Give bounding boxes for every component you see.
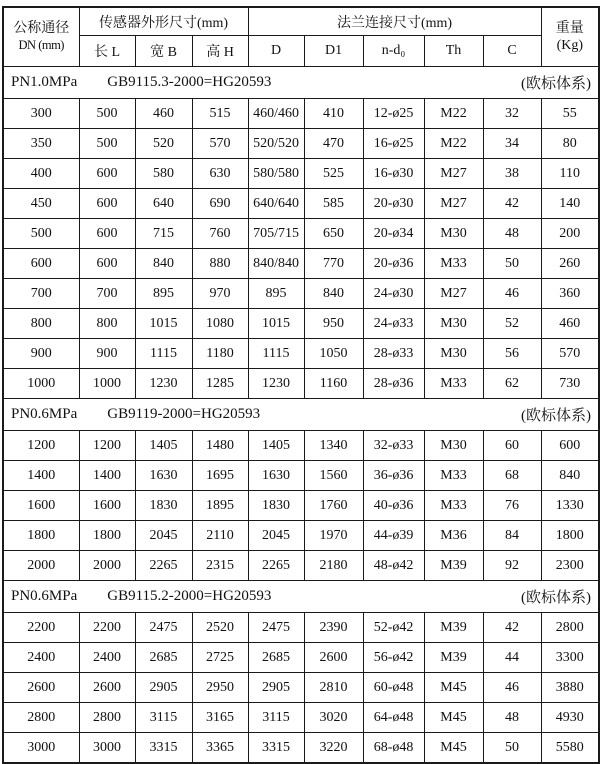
cell: 840/840: [248, 249, 304, 279]
cell: 730: [541, 369, 599, 399]
cell: 1050: [304, 339, 363, 369]
column-header-length: 长 L: [79, 36, 135, 67]
cell: 1015: [248, 309, 304, 339]
cell: 950: [304, 309, 363, 339]
cell: 2600: [3, 673, 79, 703]
cell: 1080: [192, 309, 248, 339]
cell: 450: [3, 189, 79, 219]
cell: 1970: [304, 521, 363, 551]
cell: 2475: [248, 613, 304, 643]
cell: 140: [541, 189, 599, 219]
cell: 700: [3, 279, 79, 309]
cell: M39: [424, 551, 483, 581]
cell: 16-ø30: [363, 159, 424, 189]
cell: M33: [424, 369, 483, 399]
section-standard-code: GB9115.3-2000=HG20593: [107, 74, 272, 90]
cell: 28-ø36: [363, 369, 424, 399]
cell: 48: [483, 219, 541, 249]
cell: 80: [541, 129, 599, 159]
cell: M45: [424, 673, 483, 703]
cell: 12-ø25: [363, 99, 424, 129]
cell: 1230: [135, 369, 192, 399]
cell: 460: [541, 309, 599, 339]
column-header-d1: D1: [304, 36, 363, 67]
cell: 570: [541, 339, 599, 369]
cell: 800: [79, 309, 135, 339]
cell: 520: [135, 129, 192, 159]
cell: 3365: [192, 733, 248, 764]
cell: 1830: [135, 491, 192, 521]
cell: 2265: [248, 551, 304, 581]
cell: 24-ø30: [363, 279, 424, 309]
cell: 55: [541, 99, 599, 129]
dn-unit: DN (mm): [18, 37, 64, 52]
cell: 1340: [304, 431, 363, 461]
column-header-n-d0: n-d₀: [363, 36, 424, 67]
cell: 1695: [192, 461, 248, 491]
cell: M27: [424, 159, 483, 189]
cell: 600: [541, 431, 599, 461]
cell: 3880: [541, 673, 599, 703]
cell: 470: [304, 129, 363, 159]
cell: 32: [483, 99, 541, 129]
cell: 1115: [135, 339, 192, 369]
table-body: [3, 67, 599, 764]
cell: 895: [135, 279, 192, 309]
cell: M39: [424, 643, 483, 673]
column-header-d: D: [248, 36, 304, 67]
cell: 24-ø33: [363, 309, 424, 339]
cell: 60: [483, 431, 541, 461]
cell: 20-ø36: [363, 249, 424, 279]
cell: 2045: [248, 521, 304, 551]
cell: 20-ø34: [363, 219, 424, 249]
cell: 1405: [135, 431, 192, 461]
cell: 770: [304, 249, 363, 279]
table-row: [3, 369, 599, 399]
cell: M39: [424, 613, 483, 643]
section-pressure-rating: PN0.6MPa: [11, 406, 78, 422]
cell: 520/520: [248, 129, 304, 159]
section-header-row: [3, 399, 599, 431]
cell: M33: [424, 491, 483, 521]
cell: 880: [192, 249, 248, 279]
cell: 1230: [248, 369, 304, 399]
cell: 640: [135, 189, 192, 219]
cell: 38: [483, 159, 541, 189]
cell: 2600: [304, 643, 363, 673]
cell: 2000: [3, 551, 79, 581]
cell: 690: [192, 189, 248, 219]
section-pressure-rating: PN1.0MPa: [11, 74, 78, 90]
cell: 900: [79, 339, 135, 369]
section-system-note: (欧标体系): [521, 590, 592, 606]
cell: 1600: [79, 491, 135, 521]
section-system-note: (欧标体系): [521, 408, 592, 424]
cell: 2200: [3, 613, 79, 643]
cell: 64-ø48: [363, 703, 424, 733]
cell: 2725: [192, 643, 248, 673]
section-pressure-rating: PN0.6MPa: [11, 588, 78, 604]
cell: 2475: [135, 613, 192, 643]
cell: M30: [424, 339, 483, 369]
table-row: [3, 673, 599, 703]
cell: 44: [483, 643, 541, 673]
cell: 1160: [304, 369, 363, 399]
cell: 2400: [79, 643, 135, 673]
cell: 52-ø42: [363, 613, 424, 643]
table-row: [3, 219, 599, 249]
weight-unit: (Kg): [556, 38, 584, 53]
table-row: [3, 99, 599, 129]
cell: 56-ø42: [363, 643, 424, 673]
cell: 3115: [135, 703, 192, 733]
cell: 840: [135, 249, 192, 279]
cell: 500: [79, 129, 135, 159]
cell: 1760: [304, 491, 363, 521]
cell: 1000: [79, 369, 135, 399]
cell: M30: [424, 219, 483, 249]
cell: 50: [483, 733, 541, 764]
table-row: [3, 431, 599, 461]
cell: 1200: [79, 431, 135, 461]
table-row: [3, 491, 599, 521]
cell: 44-ø39: [363, 521, 424, 551]
cell: M45: [424, 703, 483, 733]
cell: 2110: [192, 521, 248, 551]
cell: 715: [135, 219, 192, 249]
cell: 2685: [135, 643, 192, 673]
cell: 410: [304, 99, 363, 129]
table-row: [3, 339, 599, 369]
cell: 48-ø42: [363, 551, 424, 581]
table-row: [3, 129, 599, 159]
column-header-dn: [3, 7, 79, 67]
cell: 500: [3, 219, 79, 249]
cell: 1800: [541, 521, 599, 551]
cell: 84: [483, 521, 541, 551]
cell: 2800: [79, 703, 135, 733]
cell: 760: [192, 219, 248, 249]
cell: 260: [541, 249, 599, 279]
cell: 2600: [79, 673, 135, 703]
cell: 1560: [304, 461, 363, 491]
section-header-row: [3, 581, 599, 613]
cell: 1015: [135, 309, 192, 339]
cell: 3220: [304, 733, 363, 764]
cell: 360: [541, 279, 599, 309]
cell: 650: [304, 219, 363, 249]
cell: 1115: [248, 339, 304, 369]
cell: 3115: [248, 703, 304, 733]
cell: 92: [483, 551, 541, 581]
cell: 16-ø25: [363, 129, 424, 159]
column-header-c: C: [483, 36, 541, 67]
cell: 3000: [79, 733, 135, 764]
cell: 1800: [79, 521, 135, 551]
cell: 2045: [135, 521, 192, 551]
cell: 1630: [135, 461, 192, 491]
table-row: [3, 613, 599, 643]
cell: 3315: [248, 733, 304, 764]
table-row: [3, 733, 599, 764]
cell: M27: [424, 189, 483, 219]
cell: 600: [79, 159, 135, 189]
cell: 1400: [3, 461, 79, 491]
cell: 3300: [541, 643, 599, 673]
cell: 630: [192, 159, 248, 189]
cell: 20-ø30: [363, 189, 424, 219]
cell: 2685: [248, 643, 304, 673]
cell: 640/640: [248, 189, 304, 219]
cell: 525: [304, 159, 363, 189]
cell: 52: [483, 309, 541, 339]
cell: 60-ø48: [363, 673, 424, 703]
table-row: [3, 551, 599, 581]
cell: 3000: [3, 733, 79, 764]
cell: 2265: [135, 551, 192, 581]
cell: 3315: [135, 733, 192, 764]
cell: 2905: [135, 673, 192, 703]
cell: 2905: [248, 673, 304, 703]
cell: 970: [192, 279, 248, 309]
cell: 1480: [192, 431, 248, 461]
cell: M36: [424, 521, 483, 551]
cell: 50: [483, 249, 541, 279]
cell: 840: [304, 279, 363, 309]
cell: 585: [304, 189, 363, 219]
table-row: [3, 279, 599, 309]
dn-title: 公称通径: [13, 21, 70, 37]
cell: 840: [541, 461, 599, 491]
dimension-spec-table: [2, 6, 600, 764]
cell: 460: [135, 99, 192, 129]
cell: 1285: [192, 369, 248, 399]
cell: 56: [483, 339, 541, 369]
cell: M45: [424, 733, 483, 764]
column-group-sensor-dimensions: 传感器外形尺寸(mm): [79, 7, 248, 36]
cell: 580/580: [248, 159, 304, 189]
cell: 600: [79, 219, 135, 249]
cell: 600: [3, 249, 79, 279]
cell: 46: [483, 673, 541, 703]
cell: 1180: [192, 339, 248, 369]
cell: 110: [541, 159, 599, 189]
column-group-flange-dimensions: 法兰连接尺寸(mm): [248, 7, 541, 36]
table-row: [3, 703, 599, 733]
cell: 2400: [3, 643, 79, 673]
cell: 515: [192, 99, 248, 129]
column-header-th: Th: [424, 36, 483, 67]
table-row: [3, 643, 599, 673]
cell: 1600: [3, 491, 79, 521]
section-system-note: (欧标体系): [521, 76, 592, 92]
cell: 1000: [3, 369, 79, 399]
cell: 42: [483, 613, 541, 643]
section-standard-code: GB9115.2-2000=HG20593: [107, 588, 272, 604]
cell: 1895: [192, 491, 248, 521]
cell: 68: [483, 461, 541, 491]
cell: 2800: [541, 613, 599, 643]
cell: 895: [248, 279, 304, 309]
cell: 600: [79, 189, 135, 219]
cell: 1800: [3, 521, 79, 551]
cell: 1200: [3, 431, 79, 461]
column-header-height: 高 H: [192, 36, 248, 67]
cell: M27: [424, 279, 483, 309]
table-row: [3, 159, 599, 189]
cell: 40-ø36: [363, 491, 424, 521]
column-header-width: 宽 B: [135, 36, 192, 67]
cell: M30: [424, 309, 483, 339]
cell: 2180: [304, 551, 363, 581]
cell: 2800: [3, 703, 79, 733]
table-row: [3, 461, 599, 491]
cell: 2810: [304, 673, 363, 703]
table-row: [3, 521, 599, 551]
cell: 300: [3, 99, 79, 129]
cell: 1330: [541, 491, 599, 521]
table-row: [3, 249, 599, 279]
cell: 800: [3, 309, 79, 339]
cell: 2200: [79, 613, 135, 643]
cell: 600: [79, 249, 135, 279]
cell: 1405: [248, 431, 304, 461]
cell: 350: [3, 129, 79, 159]
cell: 2000: [79, 551, 135, 581]
table-row: [3, 189, 599, 219]
cell: 34: [483, 129, 541, 159]
weight-title: 重量: [555, 20, 584, 36]
cell: 500: [79, 99, 135, 129]
cell: 2315: [192, 551, 248, 581]
section-standard-code: GB9119-2000=HG20593: [107, 406, 261, 422]
cell: 32-ø33: [363, 431, 424, 461]
cell: 76: [483, 491, 541, 521]
cell: 3020: [304, 703, 363, 733]
cell: 68-ø48: [363, 733, 424, 764]
cell: 1830: [248, 491, 304, 521]
cell: M22: [424, 129, 483, 159]
cell: 2390: [304, 613, 363, 643]
cell: M22: [424, 99, 483, 129]
cell: 580: [135, 159, 192, 189]
column-header-weight: [541, 7, 599, 67]
cell: 62: [483, 369, 541, 399]
cell: 700: [79, 279, 135, 309]
cell: 460/460: [248, 99, 304, 129]
cell: 2520: [192, 613, 248, 643]
cell: 1630: [248, 461, 304, 491]
cell: M33: [424, 249, 483, 279]
cell: 28-ø33: [363, 339, 424, 369]
cell: 4930: [541, 703, 599, 733]
cell: 46: [483, 279, 541, 309]
table-row: [3, 309, 599, 339]
cell: 2300: [541, 551, 599, 581]
cell: 42: [483, 189, 541, 219]
cell: M30: [424, 431, 483, 461]
cell: 900: [3, 339, 79, 369]
cell: 36-ø36: [363, 461, 424, 491]
cell: 3165: [192, 703, 248, 733]
cell: 48: [483, 703, 541, 733]
section-header-row: [3, 67, 599, 99]
cell: 200: [541, 219, 599, 249]
cell: 2950: [192, 673, 248, 703]
cell: 1400: [79, 461, 135, 491]
cell: 570: [192, 129, 248, 159]
cell: 705/715: [248, 219, 304, 249]
cell: M33: [424, 461, 483, 491]
cell: 5580: [541, 733, 599, 764]
cell: 400: [3, 159, 79, 189]
